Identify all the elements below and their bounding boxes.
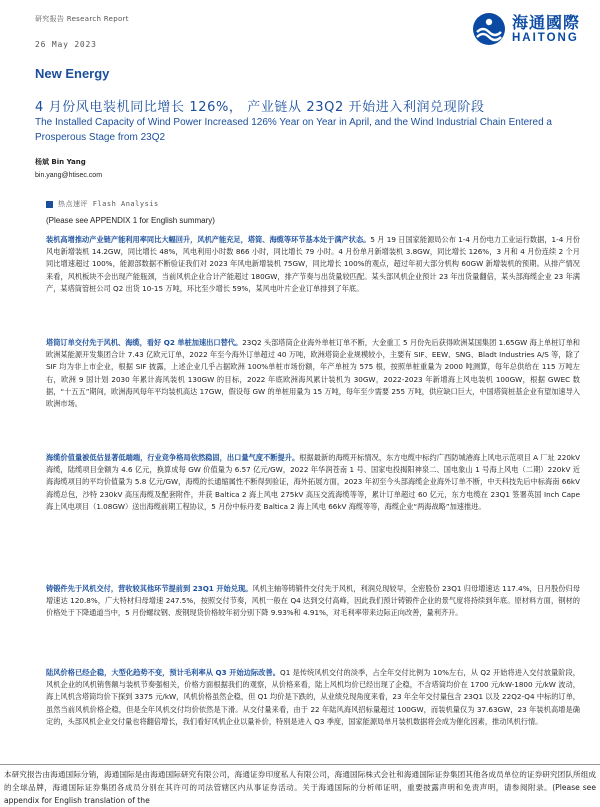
paragraph-lead: 装机高增推动产业链产能利用率同比大幅回升，风机产能充足，塔筒、海缆等环节基本处于满产状态。 xyxy=(46,235,371,244)
paragraph-2 xyxy=(46,337,580,410)
paragraph-4 xyxy=(46,583,580,620)
report-date: 26 May 2023 xyxy=(35,40,97,49)
flash-analysis-tag xyxy=(46,199,159,209)
haitong-emblem-icon xyxy=(472,12,506,46)
author-email[interactable]: bin.yang@htisec.com xyxy=(35,172,103,179)
report-header xyxy=(35,14,129,49)
square-bullet-icon xyxy=(46,201,53,208)
paragraph-lead: 陆风价格已经企稳，大型化趋势不变，预计毛利率从 Q3 开始边际改善。 xyxy=(46,668,281,677)
paragraph-lead: 塔筒订单交付先于风机、海缆，看好 Q2 单桩加速出口替代。 xyxy=(46,338,243,347)
paragraph-lead: 铸锻件先于风机交付，营收较其他环节提前到 23Q1 开始兑现。 xyxy=(46,584,253,593)
title-english: The Installed Capacity of Wind Power Increased 126% Year on Year in April, and the Wind Industrial Chain Entered a Prosperous Stage from 23Q2 xyxy=(35,117,552,143)
report-type-label: 研究报告 Research Report xyxy=(35,15,129,23)
logo-english-text: HAITONG xyxy=(511,31,579,44)
footer-divider xyxy=(0,764,600,765)
paragraph-body: 5 月 19 日国家能源局公布 1-4 月份电力工业运行数据，1-4 月份风电新增装机 14.2GW，同比增长 48%，风电利用小时数 866 小时，同比增长 79 小时。4 月份单月新增装机 3.8GW，同比增长 126%，3 月和 4 月份连续 2 个月同比增速超过 100%，能源部数据不断验证我们对 2023 年风电新增装机 75GW，同比增长 100%的观点，超过年初大部分机构 60GW 新增装机的预期。从排产情况来看，风机板块不会出现产能瓶颈，当前风机企业合计产能超过 180GW，排产节奏与出货量较匹配。某头部风机企业预计 23 年出货量翻倍，某头部海缆企业 23 年满产，某塔筒管桩公司 Q2 出货 10-15 万吨，环比至少增长 59%，某风电叶片企业订单排到了年底。 xyxy=(46,235,580,293)
paragraph-body: 23Q2 头部塔筒企业海外单桩订单不断，大金重工 5 月份先后获得欧洲某国集团 1.65GW 海上单桩订单和欧洲某能源开发集团合计 7.43 亿欧元订单，2022 年至今海外订单超过 40 万吨，欧洲塔筒企业规模较小，主要有 SIF、EEW、SNG、Bladt Industries A/S 等，除了 SIF 均为非上市企业，根据 SIF 披露，上述企业几乎占据欧洲 100%单桩市场份额，年产单桩为 575 根，按照单桩重量为 2000 吨测算，每年总供给在 115 万吨左右，欧洲 9 国计划 2030 年累计海风装机 130GW 的目标，2022 年底欧洲海风累计装机为 30GW，2022-2023 年新增海上风电装机 100GW，根据 GWEC 数据，“十五五”期间，欧洲海风每年平均装机高达 17GW，假设每 GW 的单桩用量为 15 万吨，每年至少需要 255 万吨，供应缺口巨大，中国塔筒桩基企业有望加速导入欧洲市场。 xyxy=(46,338,580,409)
logo-chinese-text: 海通國際 xyxy=(511,12,580,32)
paragraph-lead: 海缆价值量被低估显著低端端，行业竞争格局依然稳固，出口量气度不断提升。 xyxy=(46,453,300,462)
haitong-logo xyxy=(472,12,580,46)
appendix-note: (Please see APPENDIX 1 for English summary) xyxy=(46,216,215,225)
paragraph-body: 风机主轴等铸锻件交付先于风机，利润兑现较早，全密股份 23Q1 归母增速达 117.4%，日月股份归母增速达 120.8%，广大特材归母增速 247.5%，按照交付节奏，风机一般在 Q4 达到交付高峰，因此我们预计铸锻件企业的景气度将持续到年底。原材料方面，钢材的价格处于下降通道当中，5 月份螺纹钢、废钢现货价格较年初分别下降 9.93%和 4.91%，对毛利率带来边际正向改善，量利齐升。 xyxy=(46,584,580,618)
paragraph-body: 根据最新的海缆开标情况，东方电缆中标约广西防城港海上风电示范项目 A 厂址 220kV 海缆，陆缆项目金额为 4.6 亿元，换算成每 GW 价值量为 6.57 亿元/GW，2022 年华润苍南 1 号、国家电投揭阳神泉二、国电象山 1 号海上风电（二期）220kV 近海海缆项目的平均价值量为 5.8 亿元/GW，海缆的长通缩属性不断得到验证，海外拓展方面，2023 年初至今头部海缆企业海外订单不断，中天科技先后中标海南 66kV 海缆总包，沙特 230kV 高压海缆及配套附件，并获 Baltica 2 海上风电 275kV 高压交流海缆等等，累计订单超过 60 亿元，东方电缆在 23Q1 签署英国 Inch Cape 海上风电项目（1.08GW）送出海缆前期工程协议，5 月份中标丹麦 Baltica 2 海上风电 66kV 海缆等等，海缆企业“两海战略”加速推进。 xyxy=(46,453,580,511)
paragraph-body: Q1 是传统风机交付的淡季，占全年交付比例为 10%左右，从 Q2 开始将进入交付放量阶段，风机企业的风机销售额与装机节奏强相关，价格方面根据我们的观察，从价格来看，陆上风机均价已经出现了企稳，不含塔筒均价在 1700 元/kW-1800 元/kW 波动，海上风机含塔筒均价下探到 3375 元/kW，风机价格虽然企稳，但 Q1 均价是下跌的，从业绩兑现角度来看，23 年全年交付量包含 23Q1 以及 22Q2-Q4 中标的订单，虽然当前风机价格企稳，但是全年风机交付均价依然是下滑。从交付量来看，由于 22 年陆风海风招标量超过 100GW，而装机量仅为 37.63GW，23 年装机高增是确定的，头部风机企业交付量也将翻倍增长，我们看好风机企业以量补价，特别是进入 Q3 季度，国家能源局单月装机数据将会成为催化因素，推动风机行情。 xyxy=(46,668,580,726)
author-name: 杨斌 Bin Yang xyxy=(35,158,86,166)
flash-analysis-label: 热点速评 Flash Analysis xyxy=(58,200,159,208)
paragraph-3 xyxy=(46,452,580,513)
paragraph-5 xyxy=(46,667,580,728)
industry-label: New Energy xyxy=(35,66,110,81)
title-chinese: 4 月份风电装机同比增长 126%， 产业链从 23Q2 开始进入利润兑现阶段 xyxy=(35,100,485,115)
footer-disclaimer: 本研究报告由海通国际分销，海通国际是由海通国际研究有限公司，海通证券印度私人有限公司，海通国际株式会社和海通国际证券集团其他各成员单位的证券研究团队所组成的全球品牌，海通国际证券集团各成员分别在其许可的司法管辖区内从事证券活动。关于海通国际的分析师证明，重要披露声明和免责声明，请参阅附录。(Please see appendix for English translation of the xyxy=(4,770,596,805)
paragraph-1 xyxy=(46,234,580,295)
